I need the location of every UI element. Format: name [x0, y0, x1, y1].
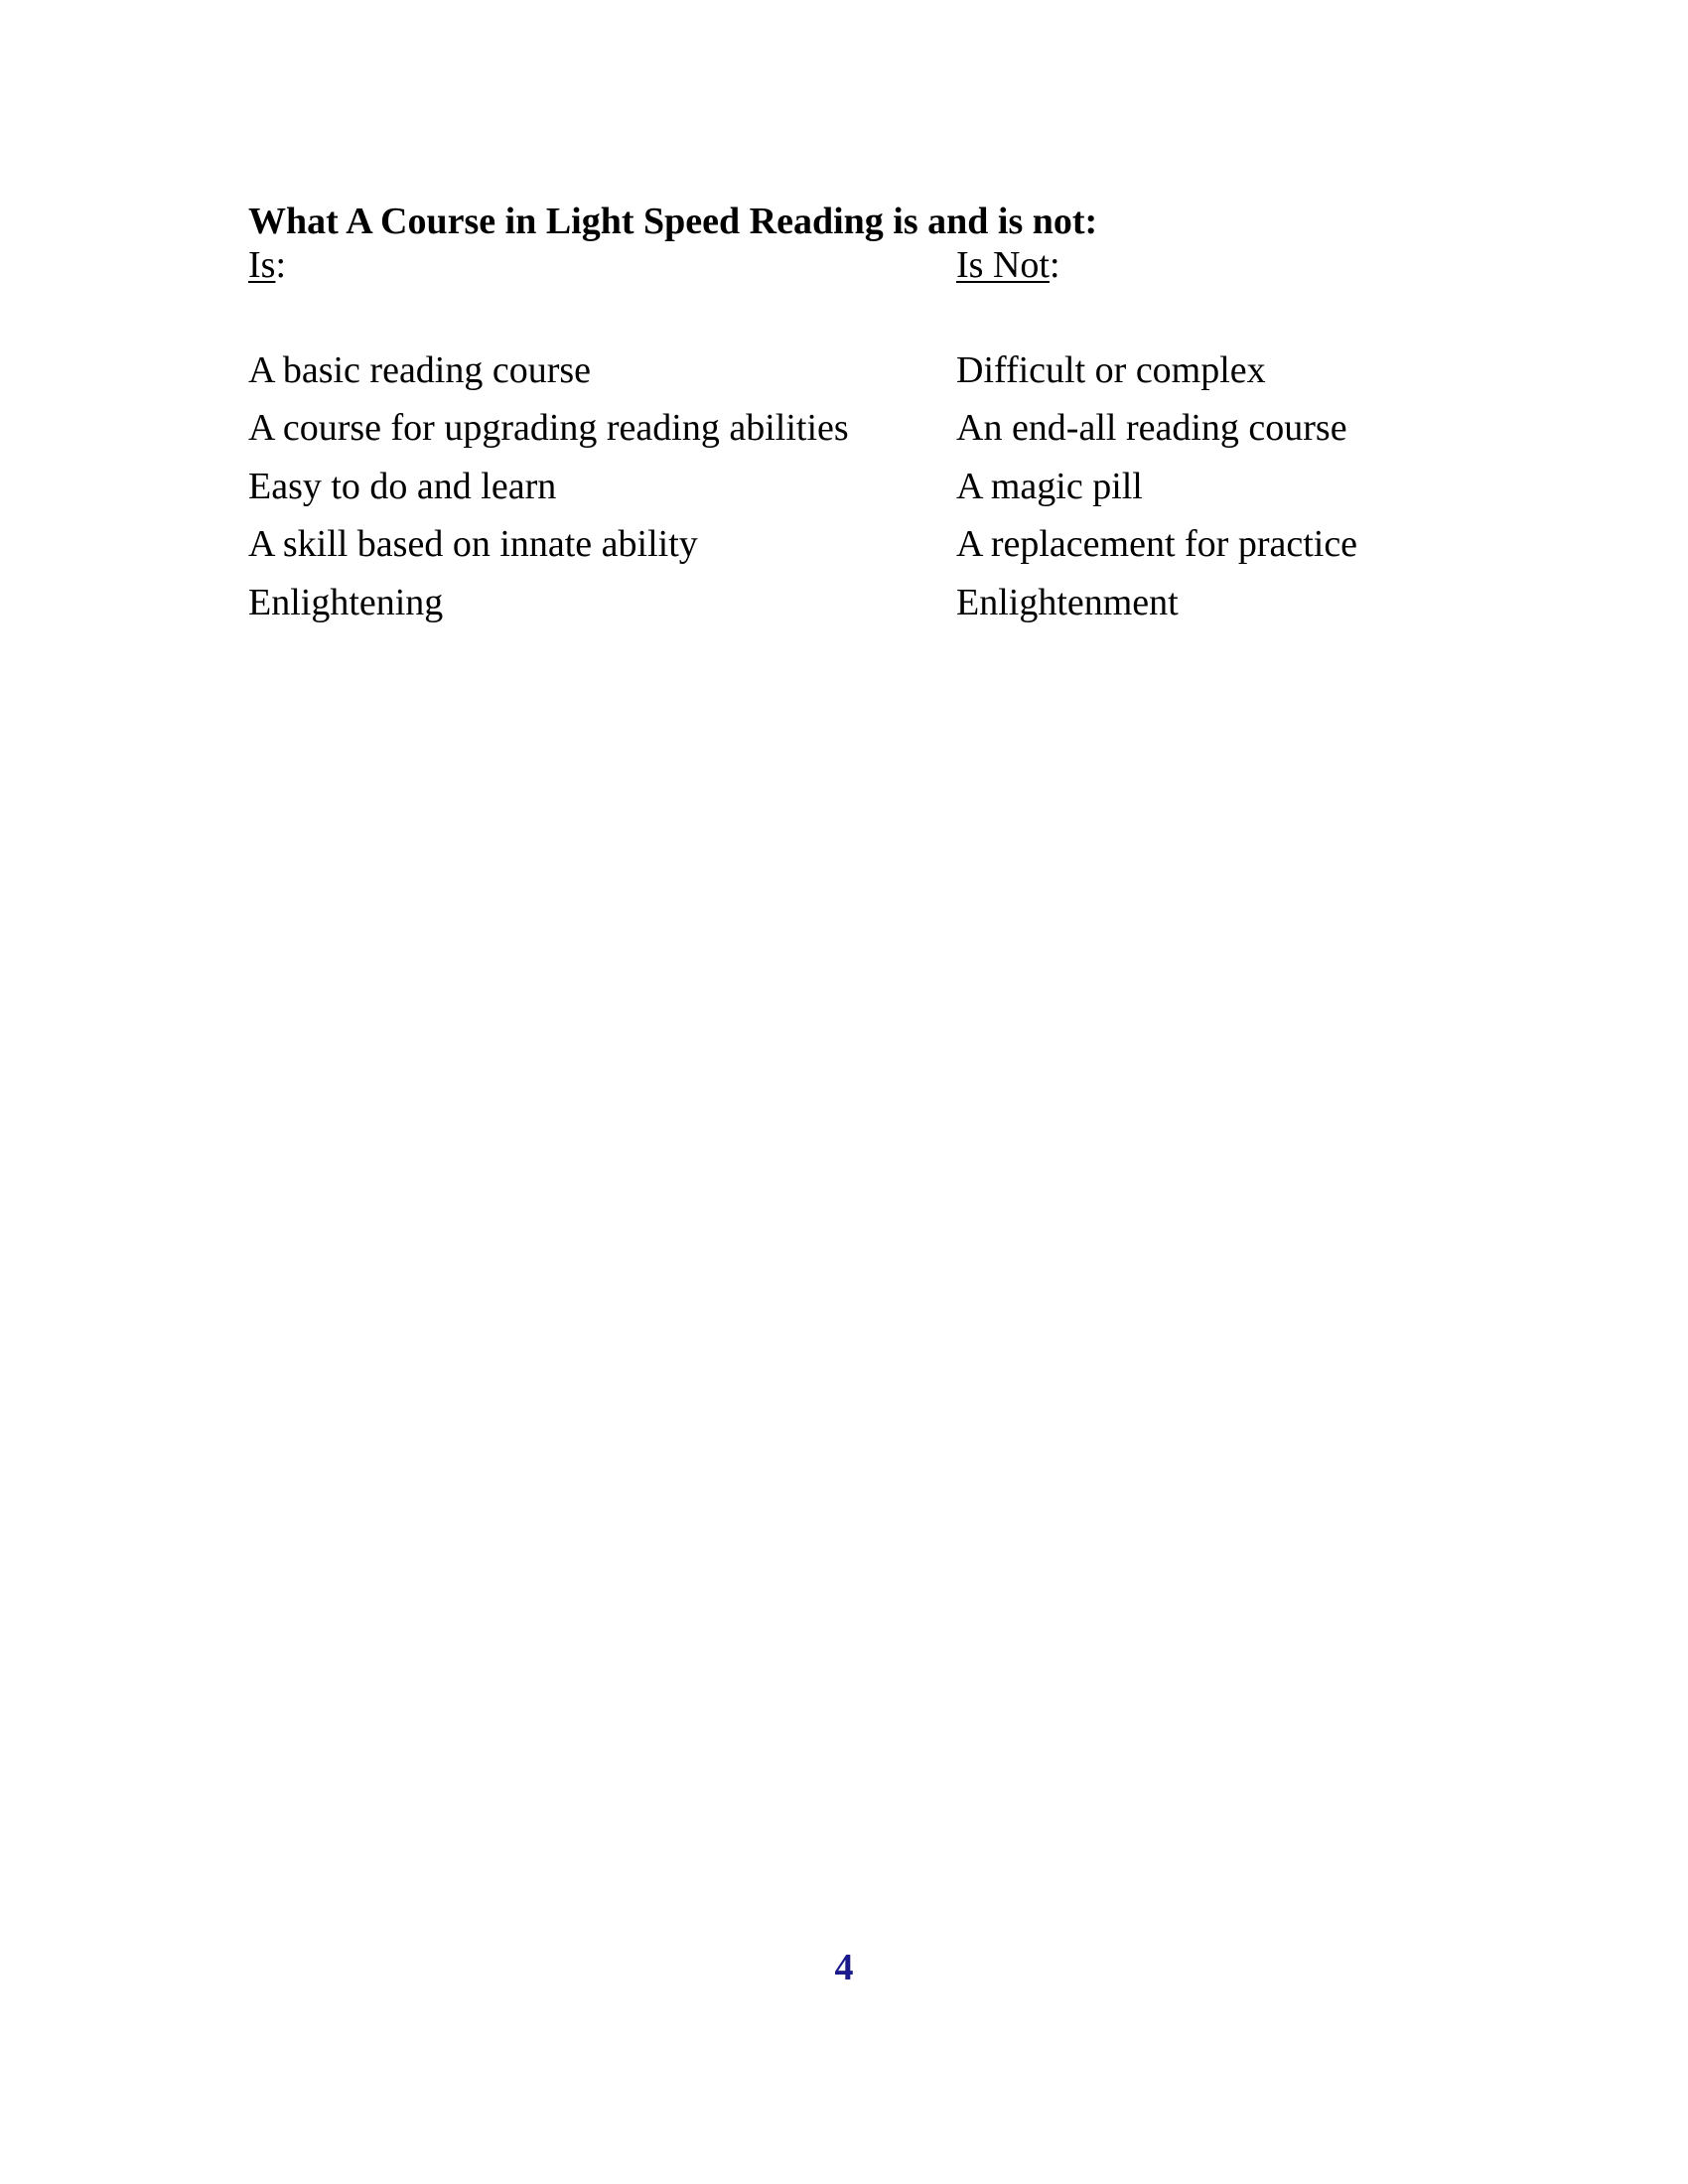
is-list-item: Enlightening — [248, 581, 444, 623]
page-heading: What A Course in Light Speed Reading is and is not: — [248, 201, 1098, 242]
is-not-list-item: An end-all reading course — [956, 407, 1347, 450]
page-number: 4 — [834, 1947, 854, 1988]
is-column — [248, 242, 849, 623]
is-not-list — [956, 341, 1357, 631]
is-list — [248, 341, 849, 631]
is-not-list-item: Difficult or complex — [956, 349, 1266, 391]
is-list-item: A course for upgrading reading abilities — [248, 407, 849, 450]
is-list-item: Easy to do and learn — [248, 465, 557, 507]
is-not-list-item: A magic pill — [956, 465, 1143, 507]
is-not-column — [956, 242, 1358, 623]
is-column-colon: : — [275, 244, 287, 286]
is-not-list-item: Enlightenment — [956, 581, 1179, 623]
is-column-label: Is — [248, 244, 276, 286]
is-list-item: A skill based on innate ability — [248, 523, 698, 566]
is-column-header — [248, 242, 286, 288]
is-not-list-item: A replacement for practice — [956, 523, 1358, 566]
is-not-column-colon: : — [1049, 244, 1060, 286]
is-list-item: A basic reading course — [248, 349, 592, 391]
is-not-column-label: Is Not — [956, 244, 1050, 286]
is-not-column-header — [956, 242, 1060, 288]
